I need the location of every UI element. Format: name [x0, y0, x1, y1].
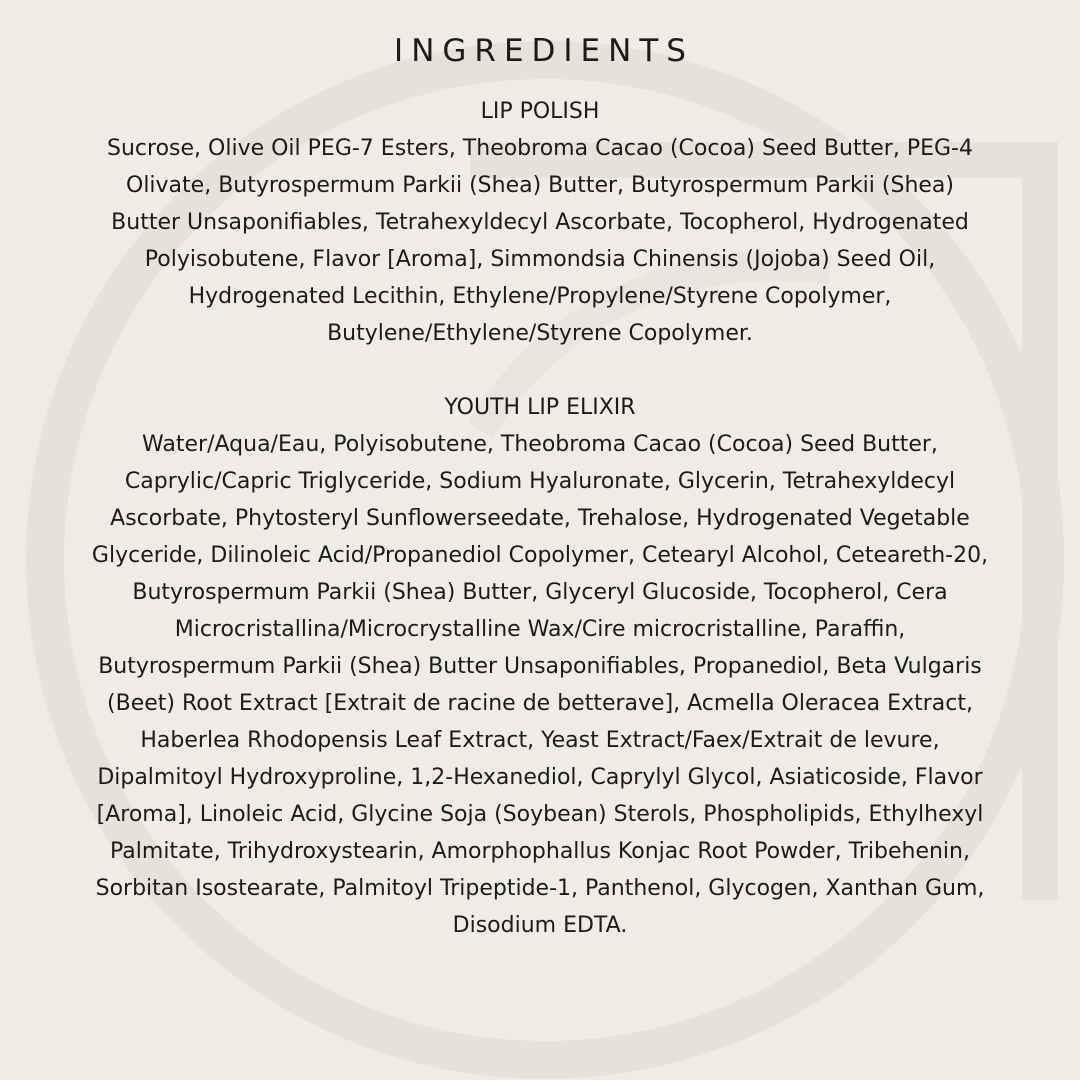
ingredient-list-lip-polish: Sucrose, Olive Oil PEG-7 Esters, Theobroma Cacao (Cocoa) Seed Butter, PEG-4 Olivate, Butyrospermum Parkii (Shea) Butter, Butyrospermum Parkii (Shea) Butter Unsaponifiables, Tetrahexyldecyl Ascorbate, Tocopherol, Hydrogenated Polyisobutene, Flavor [Aroma], Simmondsia Chinensis (Jojoba) Seed Oil, Hydrogenated Lecithin, Ethylene/Propylene/Styrene Copolymer, Butylene/Ethylene/Styrene Copolymer.	[107, 136, 973, 346]
page-title: INGREDIENTS	[394, 33, 694, 69]
section-heading-youth-lip-elixir: YOUTH LIP ELIXIR	[444, 395, 636, 420]
ingredient-list-youth-lip-elixir: Water/Aqua/Eau, Polyisobutene, Theobroma Cacao (Cocoa) Seed Butter, Caprylic/Capric Triglyceride, Sodium Hyaluronate, Glycerin, Tetrahexyldecyl Ascorbate, Phytosteryl Sunflowerseedate, Trehalose, Hydrogenated Vegetable Glyceride, Dilinoleic Acid/Propanediol Copolymer, Cetearyl Alcohol, Ceteareth-20, Butyrospermum Parkii (Shea) Butter, Glyceryl Glucoside, Tocopherol, Cera Microcristallina/Microcrystalline Wax/Cire microcristalline, Paraffin, Butyrospermum Parkii (Shea) Butter Unsaponifiables, Propanediol, Beta Vulgaris (Beet) Root Extract [Extrait de racine de betterave], Acmella Oleracea Extract, Haberlea Rhodopensis Leaf Extract, Yeast Extract/Faex/Extrait de levure, Dipalmitoyl Hydroxyproline, 1,2-Hexanediol, Caprylyl Glycol, Asiaticoside, Flavor [Aroma], Linoleic Acid, Glycine Soja (Soybean) Sterols, Phospholipids, Ethylhexyl Palmitate, Trihydroxystearin, Amorphophallus Konjac Root Powder, Tribehenin, Sorbitan Isostearate, Palmitoyl Tripeptide-1, Panthenol, Glycogen, Xanthan Gum, Disodium EDTA.	[91, 432, 989, 938]
section-lip-polish	[90, 93, 990, 352]
section-heading-lip-polish: LIP POLISH	[480, 99, 600, 124]
section-youth-lip-elixir	[90, 389, 990, 944]
ingredients-document	[90, 0, 990, 944]
